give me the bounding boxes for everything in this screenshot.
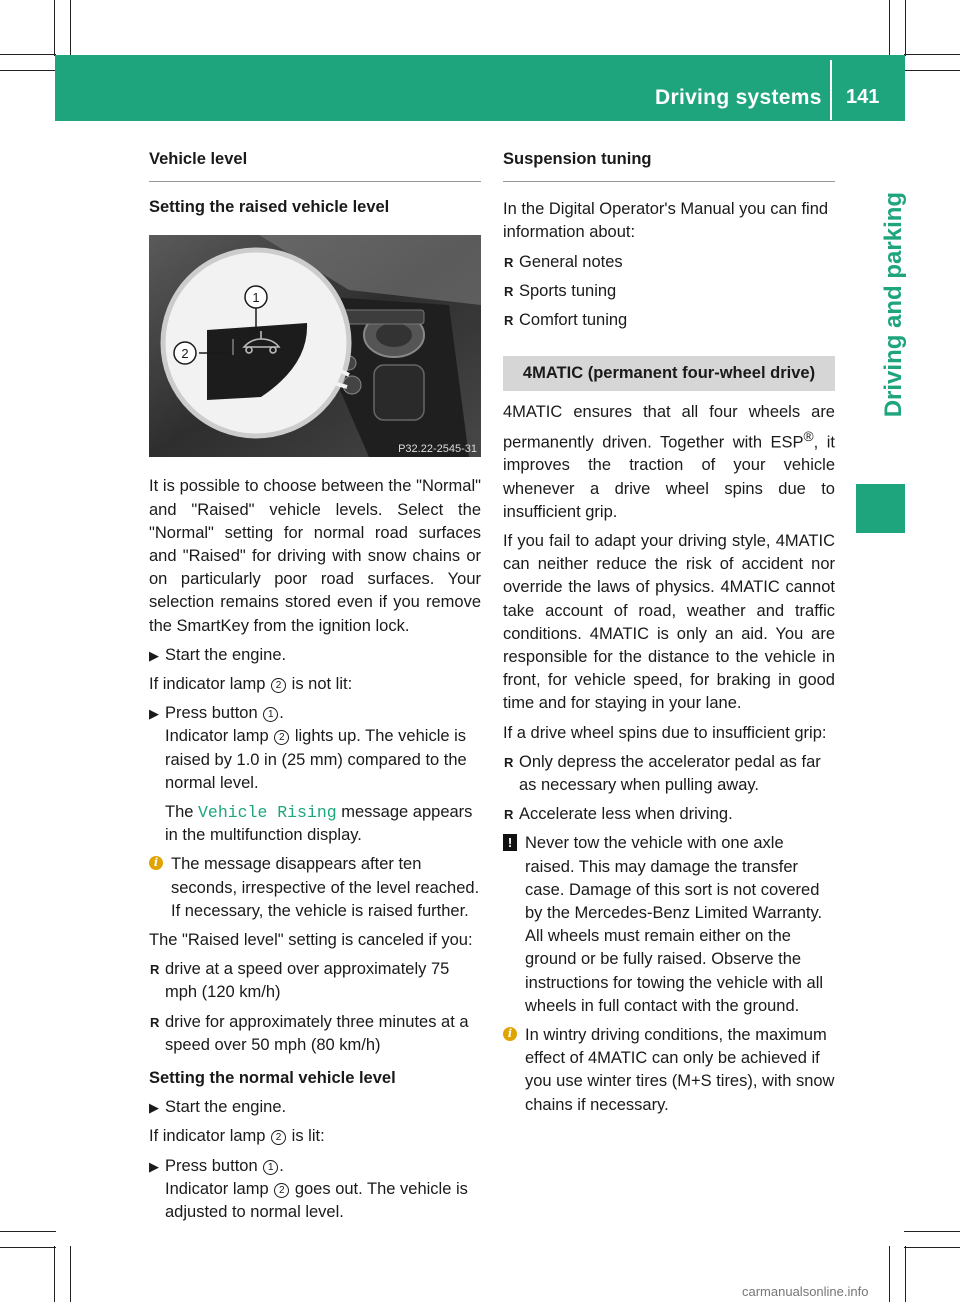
arrow-icon: ▶ xyxy=(149,706,159,722)
crop-mark xyxy=(0,54,56,55)
bullet-icon: R xyxy=(150,1014,160,1030)
reference-number-2: 2 xyxy=(271,678,286,693)
crop-mark xyxy=(904,1247,960,1248)
instruction-text: The xyxy=(165,803,194,822)
condition-text: If indicator lamp xyxy=(149,675,266,694)
info-note xyxy=(149,853,481,923)
list-item-text: General notes xyxy=(519,252,623,271)
reference-number-1: 1 xyxy=(263,707,278,722)
condition-line xyxy=(149,1125,481,1148)
list-item xyxy=(503,251,835,274)
info-icon: i xyxy=(149,856,163,870)
instruction-text: goes out. The vehicle is adjusted to normal level. xyxy=(165,1179,468,1222)
warning-icon: ! xyxy=(503,834,517,851)
list-item-text: Sports tuning xyxy=(519,281,617,300)
condition-text: If indicator lamp xyxy=(149,1127,266,1146)
instruction-text: Press button xyxy=(165,1156,258,1175)
matic-paragraph xyxy=(503,401,835,524)
crop-mark xyxy=(54,1246,55,1302)
crop-mark xyxy=(0,1247,56,1248)
arrow-icon: ▶ xyxy=(149,1100,159,1116)
list-item xyxy=(149,1011,481,1057)
instruction-text: Indicator lamp xyxy=(165,727,269,746)
paragraph-text: , it improves the traction of your vehicle whenever a drive wheel spins due to insufficient grip. xyxy=(503,433,835,521)
list-item-text: drive at a speed over approximately 75 mph (120 km/h) xyxy=(165,960,450,1002)
list-item-text: drive for approximately three minutes at a speed over 50 mph (80 km/h) xyxy=(165,1012,469,1054)
instruction-step xyxy=(149,1155,481,1225)
instruction-text: lights up. The vehicle is raised by 1.0 in (25 mm) compared to the normal level. xyxy=(165,727,467,792)
crop-mark xyxy=(904,1231,960,1232)
bullet-icon: R xyxy=(504,807,514,823)
bullet-icon: R xyxy=(504,313,514,329)
crop-mark xyxy=(0,70,56,71)
condition-line xyxy=(149,673,481,696)
header-separator xyxy=(830,60,832,120)
left-column xyxy=(149,148,481,1230)
matic-paragraph: If a drive wheel spins due to insufficient grip: xyxy=(503,723,827,742)
section-heading-4matic: 4MATIC (permanent four-wheel drive) xyxy=(503,356,835,391)
instruction-step xyxy=(149,702,481,847)
chapter-title: Driving and parking xyxy=(880,192,908,418)
bullet-icon: R xyxy=(150,962,160,978)
display-message: Vehicle Rising xyxy=(198,803,337,823)
suspension-intro: In the Digital Operator's Manual you can find information about: xyxy=(503,200,829,242)
instruction-text: . xyxy=(279,1156,284,1175)
info-icon: i xyxy=(503,1027,517,1041)
crop-mark xyxy=(905,0,906,56)
center-console-illustration xyxy=(149,235,481,457)
instruction-text: . xyxy=(279,704,284,723)
list-item-text: Only depress the accelerator pedal as far as necessary when pulling away. xyxy=(519,752,821,794)
crop-mark xyxy=(905,1246,906,1302)
center-console-photo xyxy=(149,235,481,457)
paragraph-text: 4MATIC ensures that all four wheels are permanently driven. Together with ESP xyxy=(503,403,835,452)
registered-mark: ® xyxy=(803,428,814,444)
display-message-line xyxy=(165,801,481,847)
condition-text: is not lit: xyxy=(291,675,353,694)
reference-number-1: 1 xyxy=(263,1160,278,1175)
subheading-raised-level: Setting the raised vehicle level xyxy=(149,198,390,217)
crop-mark xyxy=(70,1246,71,1302)
reference-number-2: 2 xyxy=(271,1130,286,1145)
note-text: The message disappears after ten seconds, irrespective of the level reached. If necessary, the vehicle is raised further. xyxy=(171,855,480,920)
page-number: 141 xyxy=(846,86,880,108)
reference-number-2: 2 xyxy=(274,730,289,745)
cancel-intro: The "Raised level" setting is canceled if you: xyxy=(149,931,473,950)
list-item xyxy=(503,309,835,332)
info-note xyxy=(503,1024,835,1117)
note-text: In wintry driving conditions, the maximum effect of 4MATIC can only be achieved if you use winter tires (M+S tires), with snow chains if necessary. xyxy=(525,1026,835,1114)
right-column xyxy=(503,148,835,1123)
list-item xyxy=(149,958,481,1004)
crop-mark xyxy=(54,0,55,56)
reference-number-2: 2 xyxy=(274,1183,289,1198)
instruction-step xyxy=(149,644,481,667)
matic-paragraph: If you fail to adapt your driving style, 4MATIC can neither reduce the risk of accident nor override the laws of physics. 4MATIC cannot take account of road, weather and traffic conditions. 4MATIC is only an aid. You are responsible for the distance to the vehicle in front, for vehicle speed, for braking in good time and for staying in your lane. xyxy=(503,531,835,713)
instruction-text: message appears in the multifunction display. xyxy=(165,803,473,845)
crop-mark xyxy=(904,70,960,71)
arrow-icon: ▶ xyxy=(149,647,159,663)
callout-2: 2 xyxy=(181,346,189,362)
instruction-text: Indicator lamp xyxy=(165,1179,269,1198)
list-item-text: Comfort tuning xyxy=(519,311,628,330)
crop-mark xyxy=(889,0,890,56)
condition-text: is lit: xyxy=(291,1127,325,1146)
instruction-step xyxy=(149,1096,481,1119)
crop-mark xyxy=(889,1246,890,1302)
header-section-title: Driving systems xyxy=(655,86,822,109)
instruction-text: Start the engine. xyxy=(165,1098,287,1117)
list-item xyxy=(503,803,835,826)
bullet-icon: R xyxy=(504,283,514,299)
instruction-text: Start the engine. xyxy=(165,645,287,664)
list-item xyxy=(503,280,835,303)
crop-mark xyxy=(904,54,960,55)
arrow-icon: ▶ xyxy=(149,1158,159,1174)
section-heading-vehicle-level: Vehicle level xyxy=(149,148,481,182)
subheading-normal-level: Setting the normal vehicle level xyxy=(149,1069,396,1088)
instruction-text: Press button xyxy=(165,704,258,723)
warning-note xyxy=(503,832,835,1018)
bullet-icon: R xyxy=(504,254,514,270)
photo-reference-code: P32.22-2545-31 xyxy=(398,443,477,456)
crop-mark xyxy=(70,0,71,56)
bullet-icon: R xyxy=(504,754,514,770)
chapter-side-label xyxy=(874,150,914,460)
section-heading-suspension: Suspension tuning xyxy=(503,148,835,182)
warning-text: Never tow the vehicle with one axle raised. This may damage the transfer case. Damage of this sort is not covered by the Mercedes-Benz Limited Warranty. All wheels must remain either on the ground or be fully raised. Observe the instructions for towing the vehicle with all wheels in full contact with the ground. xyxy=(525,834,824,1015)
crop-mark xyxy=(0,1231,56,1232)
footer-watermark: carmanualsonline.info xyxy=(742,1284,869,1299)
list-item xyxy=(503,751,835,797)
list-item-text: Accelerate less when driving. xyxy=(519,805,733,824)
intro-paragraph: It is possible to choose between the "Normal" and "Raised" vehicle levels. Select the "Normal" setting for normal road surfaces and "Raised" for driving with snow chains or on particularly poor road surfaces. Your selection remains stored even if you remove the SmartKey from the ignition lock. xyxy=(149,477,481,635)
callout-1: 1 xyxy=(252,290,260,306)
chapter-tab xyxy=(856,484,905,533)
